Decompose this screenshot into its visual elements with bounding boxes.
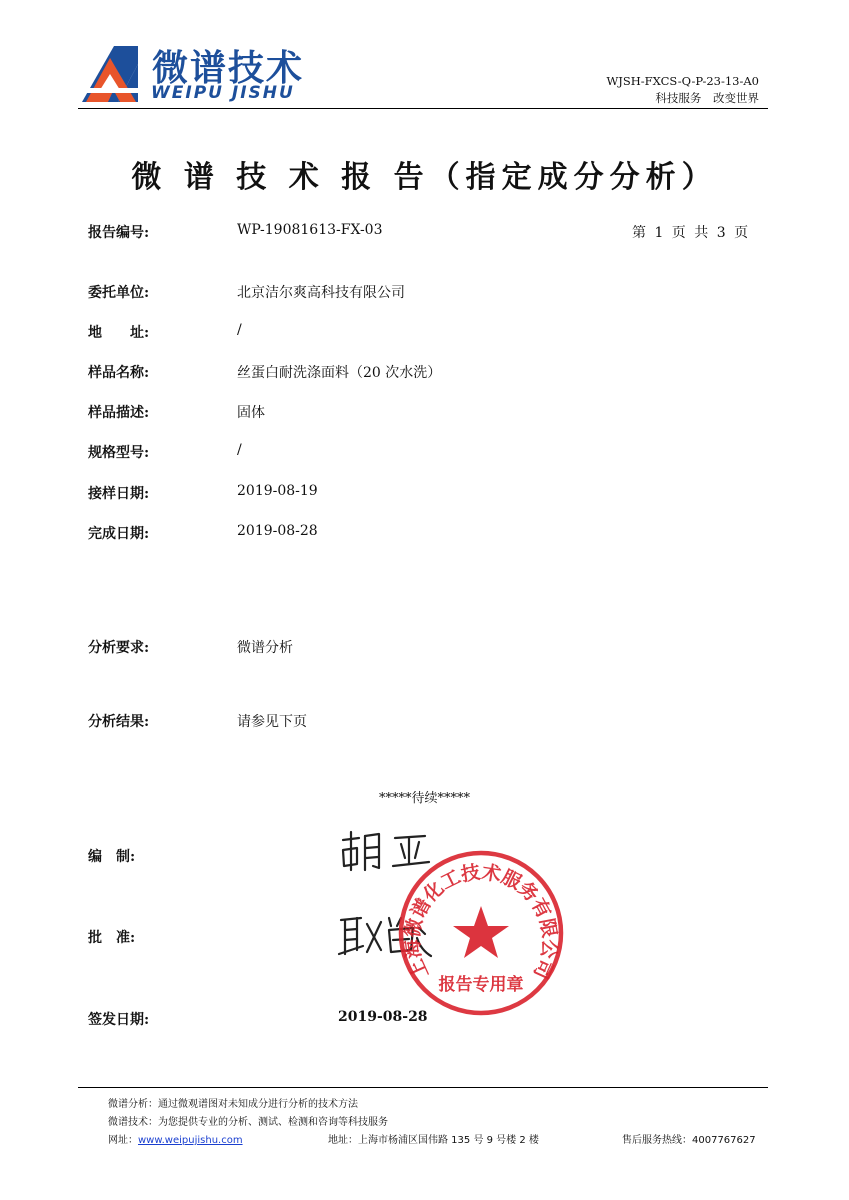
footer-hotline: 售后服务热线：4007767627 (622, 1135, 756, 1146)
website-link[interactable]: www.weipujishu.com (138, 1135, 243, 1146)
analysis-result-label: 分析结果: (88, 714, 150, 730)
footer-website (108, 1131, 243, 1146)
field-label-sample-description: 样品描述: (88, 405, 150, 421)
field-value-completed-date: 2019-08-28 (237, 523, 318, 539)
field-value-sample-name: 丝蛋白耐洗涤面料（20 次水洗） (237, 365, 442, 381)
field-value-client: 北京洁尔爽高科技有限公司 (237, 285, 405, 301)
analysis-request-label: 分析要求: (88, 640, 150, 656)
footer-divider (78, 1087, 768, 1088)
issue-date-label: 签发日期: (88, 1012, 150, 1028)
footer-address: 地址：上海市杨浦区国伟路 135 号 9 号楼 2 楼 (328, 1135, 539, 1146)
to-be-continued: *****待续***** (378, 791, 470, 806)
field-label-sample-name: 样品名称: (88, 365, 150, 381)
report-number-value: WP-19081613-FX-03 (237, 222, 383, 238)
issue-date-value: 2019-08-28 (338, 1009, 428, 1025)
footer-line-technology: 微谱技术：为您提供专业的分析、测试、检测和咨询等科技服务 (108, 1117, 388, 1128)
seal-company-text: 上海微谱化工技术服务有限公司 (401, 861, 561, 983)
brand-name-en: WEIPU JISHU (151, 83, 295, 103)
analysis-result-value: 请参见下页 (237, 714, 307, 730)
compiler-label: 编 制: (88, 849, 136, 865)
field-value-received-date: 2019-08-19 (237, 483, 318, 499)
footer-line-analysis: 微谱分析：通过微观谱图对未知成分进行分析的技术方法 (108, 1099, 358, 1110)
analysis-request-value: 微谱分析 (237, 640, 293, 656)
footer-website-label: 网址： (108, 1135, 138, 1146)
header-divider (78, 108, 768, 109)
field-label-specification: 规格型号: (88, 445, 150, 461)
report-number-label: 报告编号: (88, 225, 150, 241)
field-label-completed-date: 完成日期: (88, 526, 150, 542)
field-value-sample-description: 固体 (237, 405, 265, 421)
document-code: WJSH-FXCS-Q-P-23-13-A0 (606, 74, 759, 88)
field-label-client: 委托单位: (88, 285, 150, 301)
company-seal (396, 848, 566, 1018)
brand-name-cn: 微谱技术 (152, 48, 305, 89)
page-info: 第 1 页 共 3 页 (632, 225, 749, 241)
field-value-specification: / (237, 442, 242, 458)
field-value-address: / (237, 322, 242, 338)
field-label-received-date: 接样日期: (88, 486, 150, 502)
approver-label: 批 准: (88, 930, 136, 946)
report-title: 微 谱 技 术 报 告（指定成分分析） (131, 160, 718, 195)
seal-purpose-text: 报告专用章 (438, 975, 524, 995)
field-label-address: 地 址: (88, 325, 150, 341)
company-slogan: 科技服务 改变世界 (655, 91, 759, 105)
